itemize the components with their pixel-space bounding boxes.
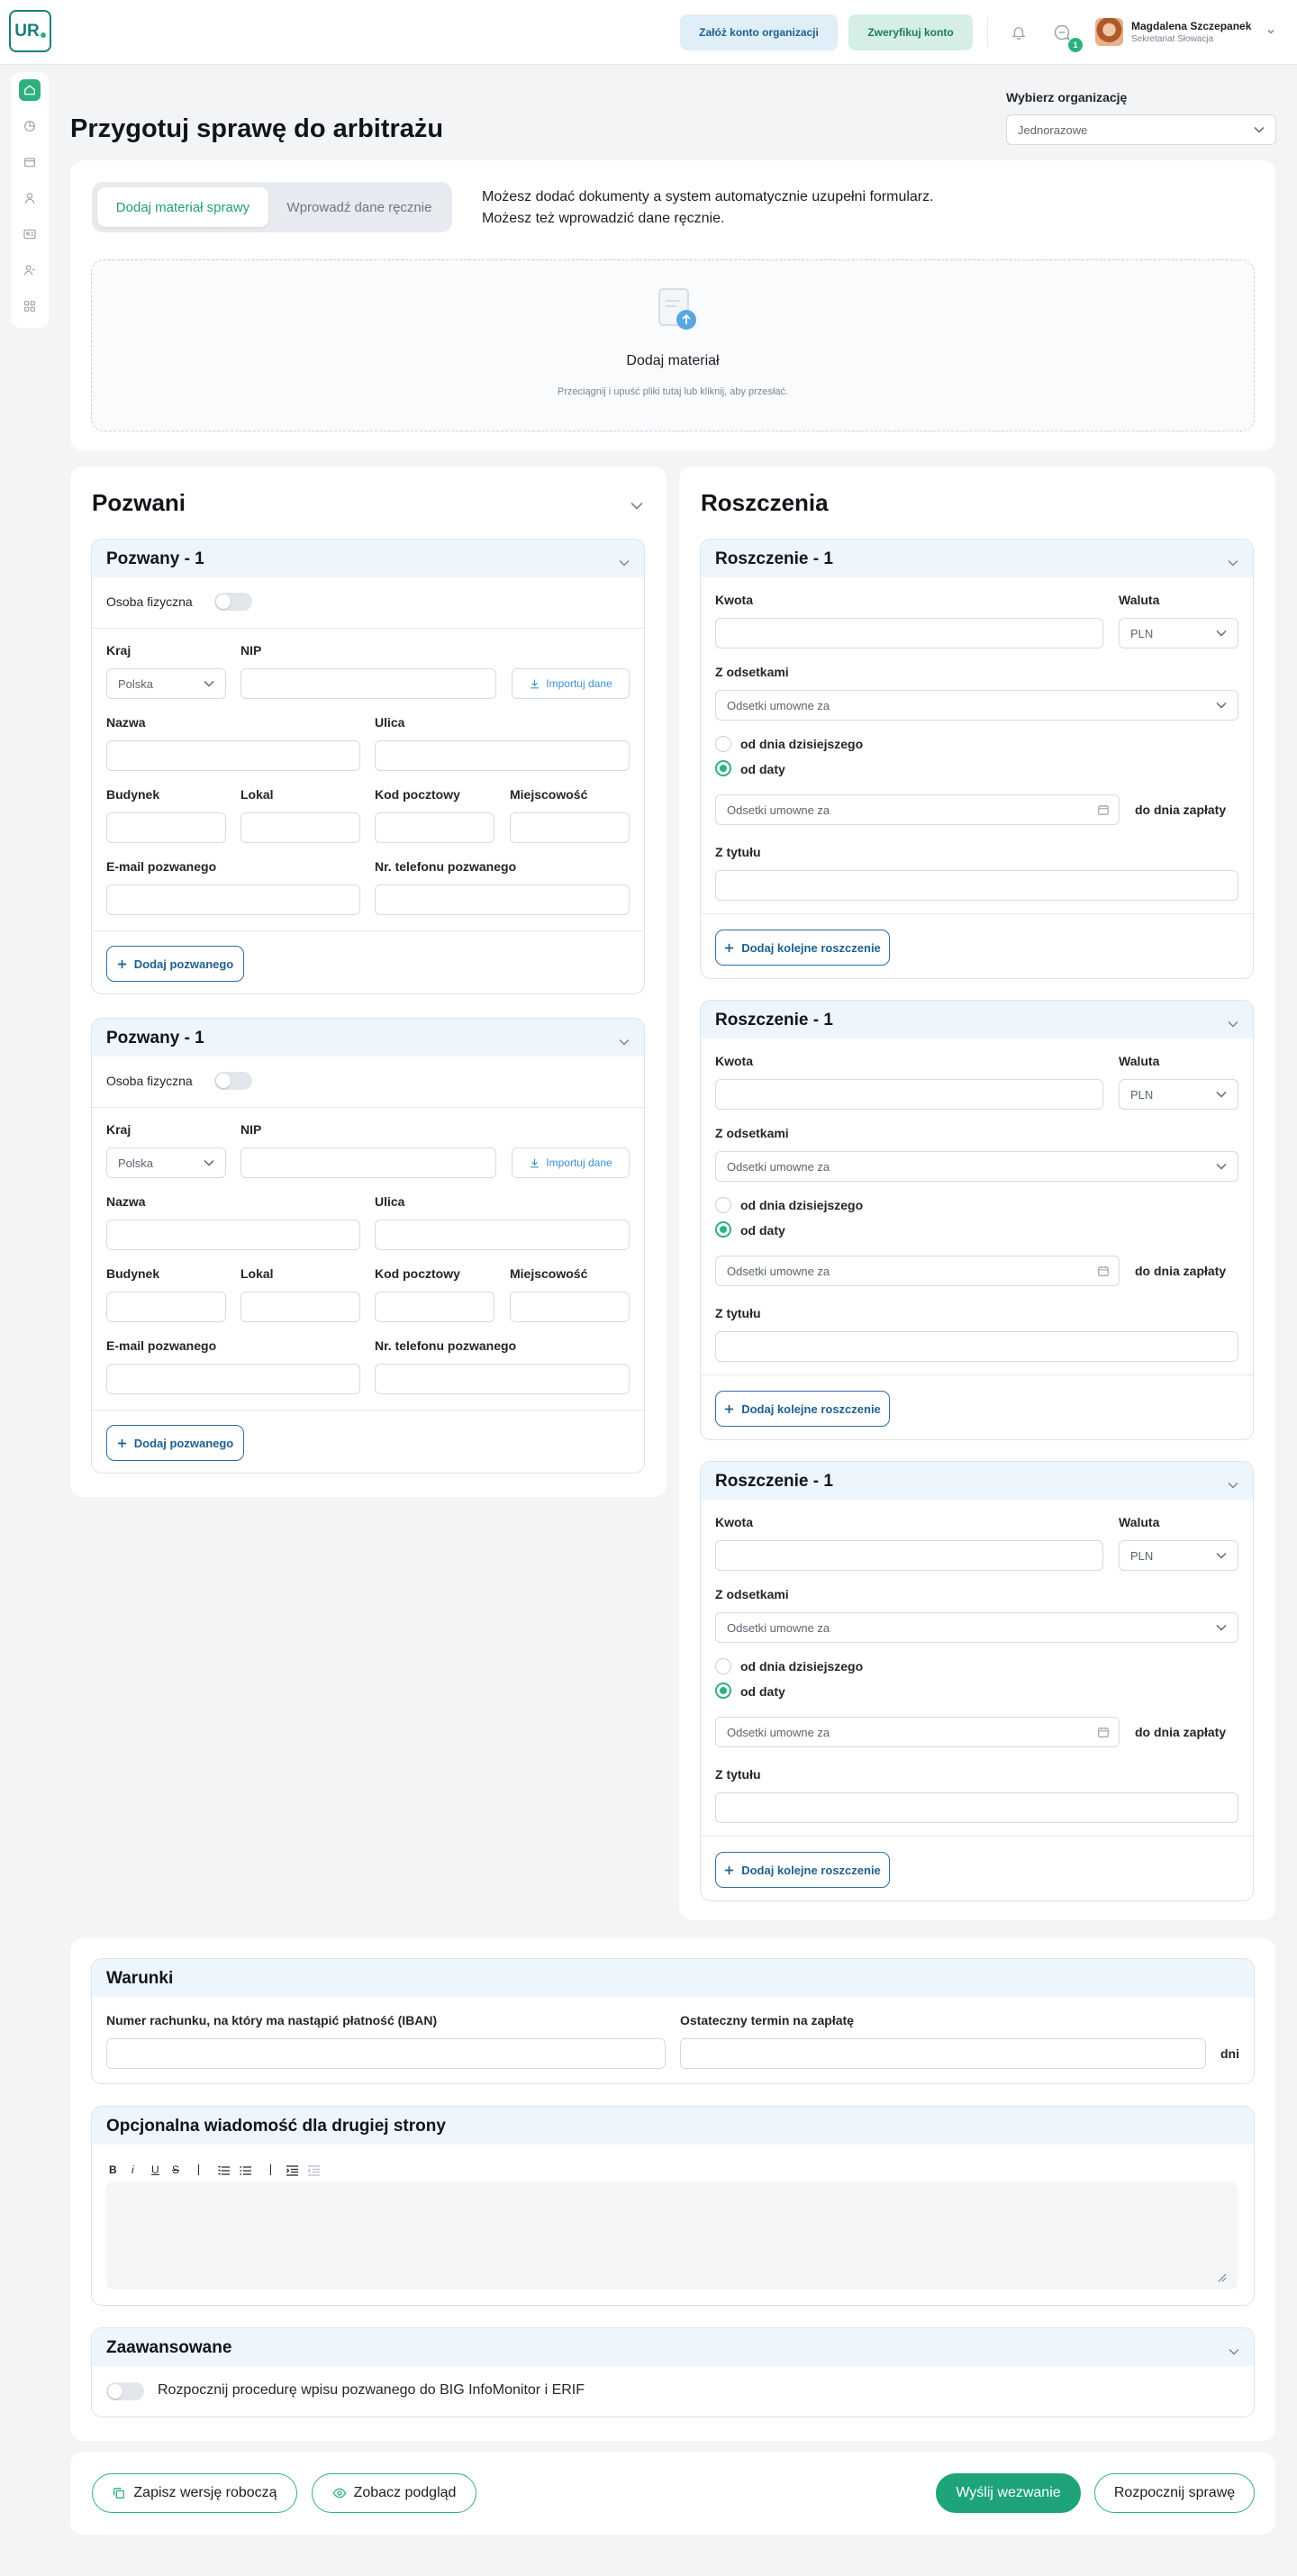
- country-select[interactable]: [106, 668, 226, 699]
- amount-label: Kwota: [715, 1054, 753, 1068]
- currency-select[interactable]: [1119, 618, 1238, 649]
- interest-date-value: Odsetki umowne za: [727, 803, 830, 817]
- until-payment-label: do dnia zapłaty: [1135, 803, 1227, 817]
- claim-basis-input[interactable]: [715, 1331, 1238, 1362]
- until-payment-label: do dnia zapłaty: [1135, 1264, 1227, 1278]
- city-input[interactable]: [510, 812, 630, 843]
- organization-label: Wybierz organizację: [1006, 90, 1128, 104]
- plus-icon: [724, 1404, 734, 1414]
- id-card-icon[interactable]: [19, 223, 41, 245]
- interest-date-input[interactable]: [715, 794, 1120, 825]
- street-input[interactable]: [375, 740, 630, 771]
- add-claim-label: Dodaj kolejne roszczenie: [741, 940, 881, 955]
- currency-label: Waluta: [1119, 1515, 1160, 1529]
- building-input[interactable]: [106, 1292, 226, 1322]
- from-date-radio[interactable]: [715, 1221, 731, 1238]
- from-date-radio[interactable]: [715, 760, 731, 776]
- calendar-icon[interactable]: [1097, 1265, 1110, 1277]
- chevron-down-icon[interactable]: [619, 1034, 630, 1050]
- copy-icon: [112, 2486, 126, 2500]
- from-today-label: od dnia dzisiejszego: [740, 1198, 864, 1212]
- email-label: E-mail pozwanego: [106, 1338, 217, 1353]
- add-claim-button[interactable]: [715, 930, 890, 966]
- plus-icon: [724, 1865, 734, 1875]
- app-logo[interactable]: [9, 10, 51, 52]
- messages-badge: 1: [1068, 38, 1083, 52]
- unit-label: Lokal: [240, 1266, 274, 1281]
- chevron-down-icon[interactable]: [1265, 25, 1276, 41]
- logo-text: UR: [14, 21, 40, 41]
- city-label: Miejscowość: [510, 1266, 588, 1281]
- name-label: Nazwa: [106, 715, 146, 730]
- claim-basis-label: Z tytułu: [715, 845, 761, 859]
- tab-manual-entry[interactable]: Wprowadź dane ręcznie: [272, 187, 447, 227]
- big-infomonitor-label: Rozpocznij procedurę wpisu pozwanego do BIG InfoMonitor i ERIF: [158, 2382, 585, 2398]
- claim-title: Roszczenie - 1: [715, 1472, 833, 1491]
- from-date-radio[interactable]: [715, 1683, 731, 1699]
- tab-add-material[interactable]: Dodaj materiał sprawy: [97, 187, 268, 227]
- conditions-title: Warunki: [106, 1969, 174, 1988]
- currency-select[interactable]: [1119, 1079, 1238, 1110]
- postal-code-label: Kod pocztowy: [375, 1266, 460, 1281]
- email-label: E-mail pozwanego: [106, 859, 217, 874]
- country-select[interactable]: [106, 1147, 226, 1178]
- country-label: Kraj: [106, 643, 132, 658]
- chevron-down-icon: [204, 1159, 214, 1166]
- claim-basis-label: Z tytułu: [715, 1767, 761, 1782]
- chevron-down-icon[interactable]: [1228, 1477, 1238, 1493]
- interest-label: Z odsetkami: [715, 665, 789, 679]
- divider: [701, 913, 1253, 914]
- name-input[interactable]: [106, 740, 360, 771]
- chevron-down-icon[interactable]: [1228, 555, 1238, 571]
- from-today-radio[interactable]: [715, 1658, 731, 1674]
- side-nav: [11, 72, 49, 328]
- add-defendant-label: Dodaj pozwanego: [133, 1436, 234, 1450]
- plus-icon: [117, 1438, 127, 1448]
- natural-person-toggle[interactable]: [214, 593, 252, 611]
- interest-date-value: Odsetki umowne za: [727, 1725, 830, 1739]
- preview-label: Zobacz podgląd: [353, 2485, 457, 2500]
- building-input[interactable]: [106, 812, 226, 843]
- interest-select[interactable]: [715, 1151, 1238, 1182]
- interest-value: Odsetki umowne za: [727, 1620, 830, 1635]
- postal-code-input[interactable]: [375, 1292, 494, 1322]
- folder-icon[interactable]: [19, 151, 41, 173]
- city-input[interactable]: [510, 1292, 630, 1322]
- file-upload-icon: [657, 286, 698, 336]
- interest-label: Z odsetkami: [715, 1126, 789, 1140]
- chevron-down-icon: [1216, 702, 1227, 709]
- import-label: Importuj dane: [546, 677, 612, 690]
- claim-title: Roszczenie - 1: [715, 1011, 833, 1029]
- interest-value: Odsetki umowne za: [727, 1159, 830, 1174]
- add-claim-label: Dodaj kolejne roszczenie: [741, 1863, 881, 1877]
- chevron-down-icon: [1216, 1624, 1227, 1631]
- days-suffix: dni: [1220, 2046, 1239, 2061]
- claim-basis-input[interactable]: [715, 1792, 1238, 1823]
- nip-label: NIP: [240, 643, 262, 658]
- phone-input[interactable]: [375, 1364, 630, 1394]
- divider: [92, 628, 644, 629]
- eye-icon: [332, 2486, 347, 2500]
- download-icon: [529, 1157, 540, 1169]
- defendant-title: Pozwany - 1: [106, 1029, 204, 1048]
- currency-value: PLN: [1130, 626, 1154, 640]
- from-today-radio[interactable]: [715, 1197, 731, 1213]
- from-date-label: od daty: [740, 1684, 785, 1699]
- info-line: Możesz też wprowadzić dane ręcznie.: [482, 211, 725, 226]
- from-today-radio[interactable]: [715, 736, 731, 752]
- divider: [92, 1107, 644, 1108]
- page-title: Przygotuj sprawę do arbitrażu: [70, 114, 444, 143]
- italic-button[interactable]: i: [132, 2163, 134, 2176]
- home-icon[interactable]: [19, 79, 41, 101]
- amount-label: Kwota: [715, 1515, 753, 1529]
- advanced-title: Zaawansowane: [106, 2338, 232, 2357]
- upload-info: [482, 186, 986, 230]
- grid-icon[interactable]: [19, 295, 41, 317]
- divider: [92, 930, 644, 931]
- user-name[interactable]: Magdalena Szczepanek: [1131, 20, 1252, 32]
- top-divider: [987, 18, 988, 47]
- panel-header: [92, 2328, 1254, 2366]
- bullet-list-icon[interactable]: [240, 2164, 251, 2181]
- add-defendant-label: Dodaj pozwanego: [133, 957, 234, 971]
- dropzone-hint: Przeciągnij i upuść pliki tutaj lub kliknij, aby przesłać.: [557, 386, 789, 397]
- deadline-input[interactable]: [680, 2038, 1206, 2069]
- chevron-down-icon: [1216, 630, 1227, 637]
- panel-header: [92, 1019, 644, 1057]
- currency-label: Waluta: [1119, 593, 1160, 607]
- postal-code-label: Kod pocztowy: [375, 787, 460, 802]
- interest-select[interactable]: [715, 1612, 1238, 1643]
- claims-title: Roszczenia: [701, 489, 829, 516]
- interest-date-value: Odsetki umowne za: [727, 1264, 830, 1278]
- nip-input[interactable]: [240, 1147, 496, 1178]
- chevron-down-icon[interactable]: [630, 498, 643, 514]
- create-organization-button[interactable]: Załóż konto organizacji: [680, 14, 838, 50]
- phone-label: Nr. telefonu pozwanego: [375, 859, 517, 874]
- from-date-label: od daty: [740, 762, 785, 776]
- country-label: Kraj: [106, 1122, 132, 1137]
- panel-header: [701, 1001, 1253, 1039]
- add-claim-button[interactable]: [715, 1391, 890, 1427]
- currency-select[interactable]: [1119, 1540, 1238, 1571]
- name-input[interactable]: [106, 1220, 360, 1250]
- amount-input[interactable]: [715, 1540, 1103, 1571]
- calendar-icon[interactable]: [1097, 803, 1110, 816]
- claim-basis-input[interactable]: [715, 870, 1238, 901]
- add-claim-label: Dodaj kolejne roszczenie: [741, 1401, 881, 1416]
- interest-date-input[interactable]: [715, 1717, 1120, 1747]
- chevron-down-icon[interactable]: [1228, 1016, 1238, 1032]
- phone-input[interactable]: [375, 884, 630, 915]
- unit-input[interactable]: [240, 812, 360, 843]
- add-claim-button[interactable]: [715, 1852, 890, 1888]
- unit-label: Lokal: [240, 787, 274, 802]
- unit-input[interactable]: [240, 1292, 360, 1322]
- avatar[interactable]: [1095, 18, 1123, 46]
- divider: [701, 1836, 1253, 1837]
- currency-value: PLN: [1130, 1087, 1154, 1102]
- defendant-title: Pozwany - 1: [106, 549, 204, 568]
- natural-person-toggle[interactable]: [214, 1072, 252, 1090]
- info-line: Możesz dodać dokumenty a system automatycznie uzupełni formularz.: [482, 189, 934, 204]
- start-case-button[interactable]: Rozpocznij sprawę: [1094, 2473, 1255, 2513]
- claim-title: Roszczenie - 1: [715, 549, 833, 568]
- nip-label: NIP: [240, 1122, 262, 1137]
- chevron-down-icon: [204, 680, 214, 687]
- user-icon[interactable]: [19, 187, 41, 209]
- claim-basis-label: Z tytułu: [715, 1306, 761, 1320]
- file-dropzone[interactable]: [91, 259, 1255, 431]
- amount-input[interactable]: [715, 1079, 1103, 1110]
- chevron-down-icon: [1216, 1552, 1227, 1559]
- save-draft-label: Zapisz wersję roboczą: [133, 2485, 277, 2500]
- natural-person-label: Osoba fizyczna: [106, 1074, 193, 1088]
- amount-label: Kwota: [715, 593, 753, 607]
- resize-handle-icon[interactable]: [1218, 2271, 1227, 2287]
- building-label: Budynek: [106, 787, 160, 802]
- chevron-down-icon: [1216, 1091, 1227, 1098]
- from-date-label: od daty: [740, 1223, 785, 1238]
- add-defendant-button[interactable]: [106, 946, 244, 982]
- country-value: Polska: [118, 676, 154, 691]
- outdent-icon[interactable]: [308, 2164, 320, 2181]
- organization-value: Jednorazowe: [1018, 122, 1088, 137]
- postal-code-input[interactable]: [375, 812, 494, 843]
- calendar-icon[interactable]: [1097, 1726, 1110, 1738]
- street-label: Ulica: [375, 715, 405, 730]
- verify-account-button[interactable]: Zweryfikuj konto: [848, 14, 973, 50]
- interest-select[interactable]: [715, 690, 1238, 721]
- building-label: Budynek: [106, 1266, 160, 1281]
- add-defendant-button[interactable]: [106, 1425, 244, 1461]
- panel-header: [92, 1959, 1254, 1997]
- phone-label: Nr. telefonu pozwanego: [375, 1338, 517, 1353]
- city-label: Miejscowość: [510, 787, 588, 802]
- indent-icon[interactable]: [286, 2164, 298, 2181]
- panel-header: [92, 2107, 1254, 2145]
- bell-icon[interactable]: [1008, 22, 1029, 43]
- download-icon: [529, 678, 540, 690]
- import-label: Importuj dane: [546, 1156, 612, 1169]
- interest-label: Z odsetkami: [715, 1587, 789, 1601]
- message-editor[interactable]: [106, 2181, 1238, 2290]
- toolbar-divider: [198, 2164, 199, 2175]
- nip-input[interactable]: [240, 668, 496, 699]
- underline-button[interactable]: U: [151, 2163, 159, 2176]
- user-role: Sekretariat Słowacja: [1131, 34, 1214, 44]
- defendants-title: Pozwani: [92, 489, 186, 516]
- email-input[interactable]: [106, 1364, 360, 1394]
- mode-switch: [92, 182, 452, 232]
- import-data-button[interactable]: [512, 668, 630, 699]
- dropzone-title: Dodaj materiał: [626, 353, 720, 368]
- from-today-label: od dnia dzisiejszego: [740, 1659, 864, 1673]
- import-data-button[interactable]: [512, 1147, 630, 1178]
- amount-input[interactable]: [715, 618, 1103, 649]
- street-input[interactable]: [375, 1220, 630, 1250]
- from-today-label: od dnia dzisiejszego: [740, 737, 864, 751]
- plus-icon: [724, 943, 734, 953]
- advanced-panel: [91, 2327, 1255, 2417]
- name-label: Nazwa: [106, 1194, 146, 1209]
- ordered-list-icon[interactable]: [218, 2164, 230, 2181]
- claim-panel: [700, 1000, 1254, 1440]
- email-input[interactable]: [106, 884, 360, 915]
- panel-header: [701, 540, 1253, 577]
- toolbar-divider: [270, 2164, 271, 2175]
- preview-button[interactable]: [312, 2473, 476, 2513]
- bold-button[interactable]: B: [109, 2163, 117, 2176]
- strikethrough-button[interactable]: S: [172, 2163, 180, 2176]
- chevron-down-icon: [1216, 1163, 1227, 1170]
- until-payment-label: do dnia zapłaty: [1135, 1725, 1227, 1739]
- interest-value: Odsetki umowne za: [727, 698, 830, 712]
- country-value: Polska: [118, 1156, 154, 1170]
- top-bar: [0, 0, 1297, 65]
- send-summons-button[interactable]: Wyślij wezwanie: [936, 2473, 1081, 2513]
- currency-value: PLN: [1130, 1548, 1154, 1563]
- street-label: Ulica: [375, 1194, 405, 1209]
- iban-input[interactable]: [106, 2038, 666, 2069]
- users-icon[interactable]: [19, 259, 41, 281]
- interest-date-input[interactable]: [715, 1256, 1120, 1286]
- plus-icon: [117, 959, 127, 969]
- chart-icon[interactable]: [19, 115, 41, 137]
- divider: [701, 1374, 1253, 1375]
- claim-panel: [700, 539, 1254, 979]
- chevron-down-icon[interactable]: [1229, 2344, 1239, 2360]
- iban-label: Numer rachunku, na który ma nastąpić płatność (IBAN): [106, 2013, 438, 2027]
- save-draft-button[interactable]: [92, 2473, 297, 2513]
- panel-header: [92, 540, 644, 577]
- chevron-down-icon: [1254, 126, 1265, 133]
- currency-label: Waluta: [1119, 1054, 1160, 1068]
- message-title: Opcjonalna wiadomość dla drugiej strony: [106, 2117, 446, 2136]
- chevron-down-icon[interactable]: [619, 555, 630, 571]
- organization-select[interactable]: [1006, 114, 1276, 145]
- claim-panel: [700, 1461, 1254, 1901]
- big-infomonitor-toggle[interactable]: [106, 2382, 144, 2400]
- deadline-label: Ostateczny termin na zapłatę: [680, 2013, 854, 2027]
- natural-person-label: Osoba fizyczna: [106, 594, 193, 609]
- panel-header: [701, 1462, 1253, 1500]
